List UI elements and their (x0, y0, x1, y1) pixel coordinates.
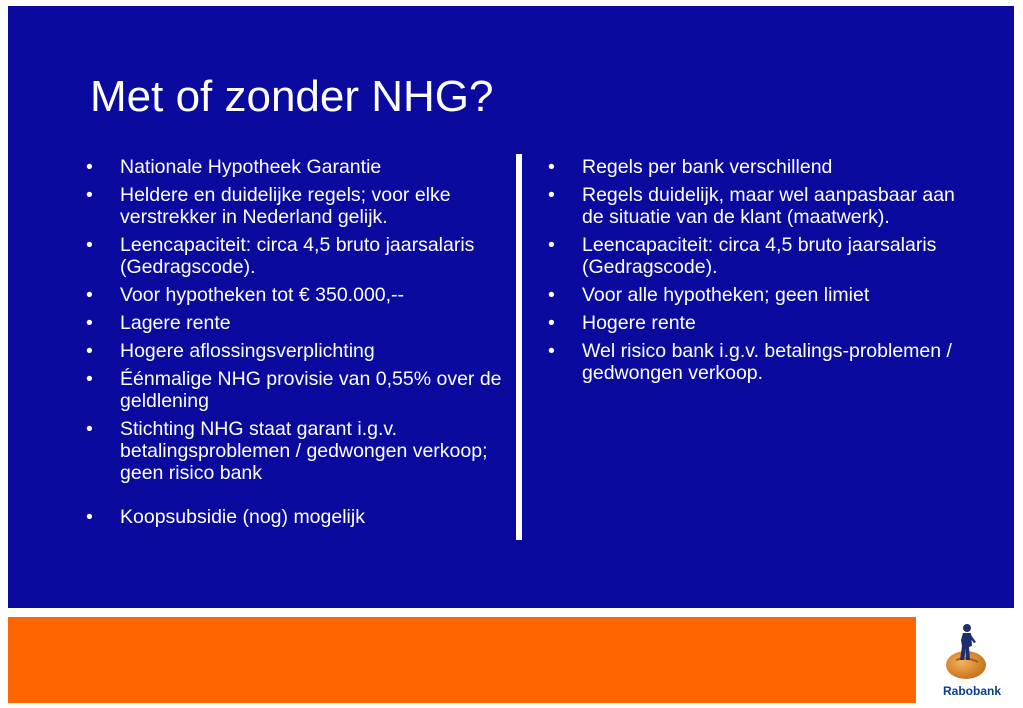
list-item (86, 340, 518, 362)
bullet-icon: • (548, 284, 555, 306)
list-item-text: Nationale Hypotheek Garantie (120, 156, 382, 178)
list-item (86, 312, 518, 334)
right-column-list (548, 156, 958, 390)
bullet-icon: • (86, 284, 93, 306)
list-item-text: Wel risico bank i.g.v. betalings-problemen / gedwongen verkoop. (582, 340, 952, 384)
bullet-icon: • (86, 418, 93, 440)
bullet-icon: • (86, 184, 93, 206)
list-item (548, 340, 958, 384)
left-column-list (86, 156, 518, 534)
list-item (548, 234, 958, 278)
bullet-icon: • (86, 156, 93, 178)
list-item (86, 156, 518, 178)
list-item (86, 184, 518, 228)
bullet-icon: • (86, 506, 93, 528)
list-item-text: Heldere en duidelijke regels; voor elke verstrekker in Nederland gelijk. (120, 184, 451, 228)
bullet-icon: • (86, 368, 93, 390)
list-item (548, 156, 958, 178)
list-item-text: Leencapaciteit: circa 4,5 bruto jaarsalaris (Gedragscode). (582, 234, 937, 278)
list-item (86, 234, 518, 278)
bullet-icon: • (548, 156, 555, 178)
logo-text: Rabobank (942, 684, 1001, 698)
list-item-text: Hogere rente (582, 312, 696, 334)
bullet-icon: • (548, 340, 555, 362)
list-item (86, 284, 518, 306)
list-item-text: Regels duidelijk, maar wel aanpasbaar aan de situatie van de klant (maatwerk). (582, 184, 955, 228)
column-divider (516, 154, 522, 540)
footer-bar (8, 617, 916, 703)
list-item (86, 368, 518, 412)
list-item-text: Stichting NHG staat garant i.g.v. betalingsproblemen / gedwongen verkoop; geen risico bank (120, 418, 488, 484)
rabobank-figure-icon (930, 620, 1014, 684)
bullet-icon: • (86, 312, 93, 334)
bullet-icon: • (548, 184, 555, 206)
list-item-text: Leencapaciteit: circa 4,5 bruto jaarsalaris (Gedragscode). (120, 234, 475, 278)
list-item (86, 506, 518, 528)
bullet-icon: • (548, 234, 555, 256)
list-item-text: Éénmalige NHG provisie van 0,55% over de geldlening (120, 368, 502, 412)
list-item-text: Lagere rente (120, 312, 231, 334)
slide-title: Met of zonder NHG? (90, 72, 494, 121)
list-item-text: Regels per bank verschillend (582, 156, 833, 178)
list-item-text: Voor alle hypotheken; geen limiet (582, 284, 870, 306)
list-item (548, 312, 958, 334)
list-item-text: Voor hypotheken tot € 350.000,-- (120, 284, 405, 306)
rabobank-logo (930, 620, 1014, 704)
bullet-icon: • (548, 312, 555, 334)
list-item (86, 418, 518, 484)
list-item (548, 184, 958, 228)
bullet-icon: • (86, 340, 93, 362)
list-item-text: Hogere aflossingsverplichting (120, 340, 375, 362)
bullet-icon: • (86, 234, 93, 256)
list-item-text: Koopsubsidie (nog) mogelijk (120, 506, 365, 528)
list-item (548, 284, 958, 306)
